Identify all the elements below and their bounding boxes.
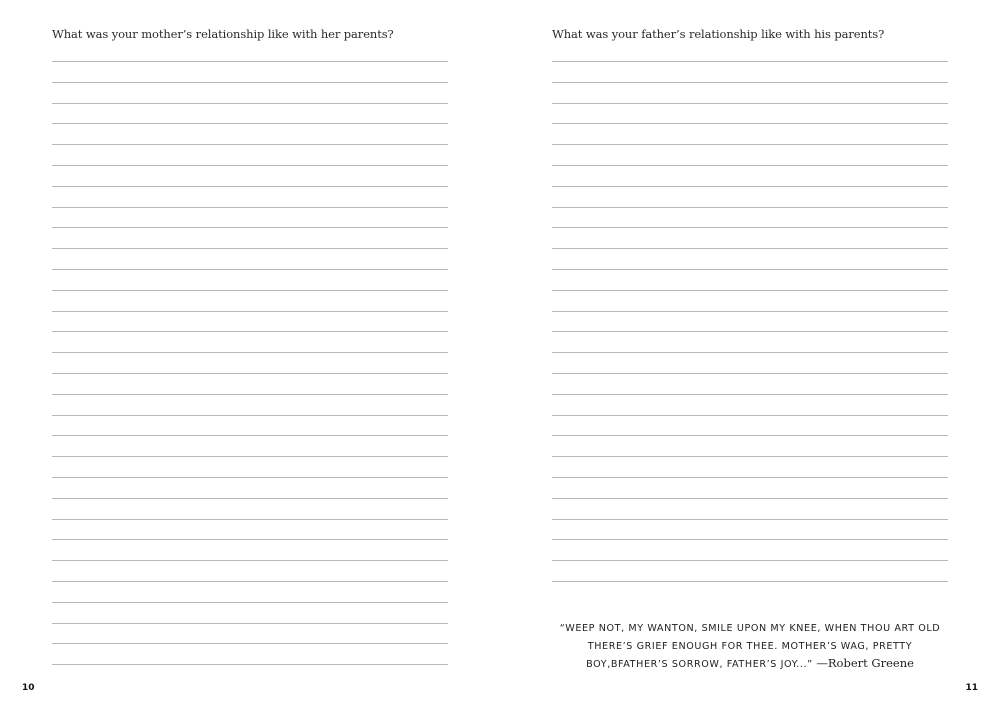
right-writing-line <box>552 373 948 374</box>
right-page <box>500 0 1000 708</box>
right-writing-line <box>552 207 948 208</box>
right-page-prompt: What was your father’s relationship like with his parents? <box>552 27 885 41</box>
left-writing-line <box>52 602 448 603</box>
right-writing-line <box>552 539 948 540</box>
right-writing-line <box>552 352 948 353</box>
left-writing-line <box>52 415 448 416</box>
left-writing-line <box>52 373 448 374</box>
left-writing-line <box>52 61 448 62</box>
left-writing-line <box>52 311 448 312</box>
left-writing-line <box>52 352 448 353</box>
left-writing-line <box>52 227 448 228</box>
left-writing-line <box>52 519 448 520</box>
left-writing-line <box>52 560 448 561</box>
right-writing-line <box>552 61 948 62</box>
left-page-number: 10 <box>22 683 35 693</box>
right-writing-line <box>552 290 948 291</box>
left-writing-line <box>52 643 448 644</box>
left-writing-line <box>52 331 448 332</box>
right-writing-line <box>552 311 948 312</box>
right-writing-line <box>552 165 948 166</box>
right-page-number: 11 <box>965 683 978 693</box>
left-writing-line <box>52 581 448 582</box>
right-writing-line <box>552 581 948 582</box>
right-writing-line <box>552 123 948 124</box>
left-writing-line <box>52 498 448 499</box>
left-writing-lines[interactable] <box>52 61 448 685</box>
right-writing-line <box>552 103 948 104</box>
right-writing-line <box>552 82 948 83</box>
quote-text: “WEEP NOT, MY WANTON, SMILE UPON MY KNEE, WHEN THOU ART OLD THERE’S GRIEF ENOUGH FOR THEE. MOTHER’S WAG, PRETTY BOY,BFATHER’S SORROW, FATHER’S JOY...” <box>559 623 941 670</box>
left-writing-line <box>52 394 448 395</box>
left-writing-line <box>52 144 448 145</box>
right-writing-line <box>552 498 948 499</box>
left-writing-line <box>52 123 448 124</box>
left-page-prompt: What was your mother’s relationship like with her parents? <box>52 27 394 41</box>
quote-author: —Robert Greene <box>816 656 914 670</box>
right-writing-line <box>552 248 948 249</box>
left-writing-line <box>52 269 448 270</box>
right-writing-line <box>552 415 948 416</box>
right-writing-line <box>552 269 948 270</box>
left-writing-line <box>52 477 448 478</box>
right-writing-lines[interactable] <box>552 61 948 602</box>
right-writing-line <box>552 144 948 145</box>
right-writing-line <box>552 186 948 187</box>
left-writing-line <box>52 539 448 540</box>
quote-block <box>550 620 950 674</box>
right-writing-line <box>552 519 948 520</box>
left-writing-line <box>52 82 448 83</box>
left-writing-line <box>52 165 448 166</box>
left-writing-line <box>52 456 448 457</box>
right-writing-line <box>552 227 948 228</box>
right-writing-line <box>552 331 948 332</box>
left-writing-line <box>52 186 448 187</box>
left-writing-line <box>52 435 448 436</box>
left-writing-line <box>52 290 448 291</box>
right-writing-line <box>552 560 948 561</box>
left-writing-line <box>52 623 448 624</box>
right-writing-line <box>552 435 948 436</box>
left-writing-line <box>52 664 448 665</box>
right-writing-line <box>552 456 948 457</box>
right-writing-line <box>552 394 948 395</box>
left-writing-line <box>52 207 448 208</box>
right-writing-line <box>552 477 948 478</box>
left-writing-line <box>52 248 448 249</box>
left-writing-line <box>52 103 448 104</box>
